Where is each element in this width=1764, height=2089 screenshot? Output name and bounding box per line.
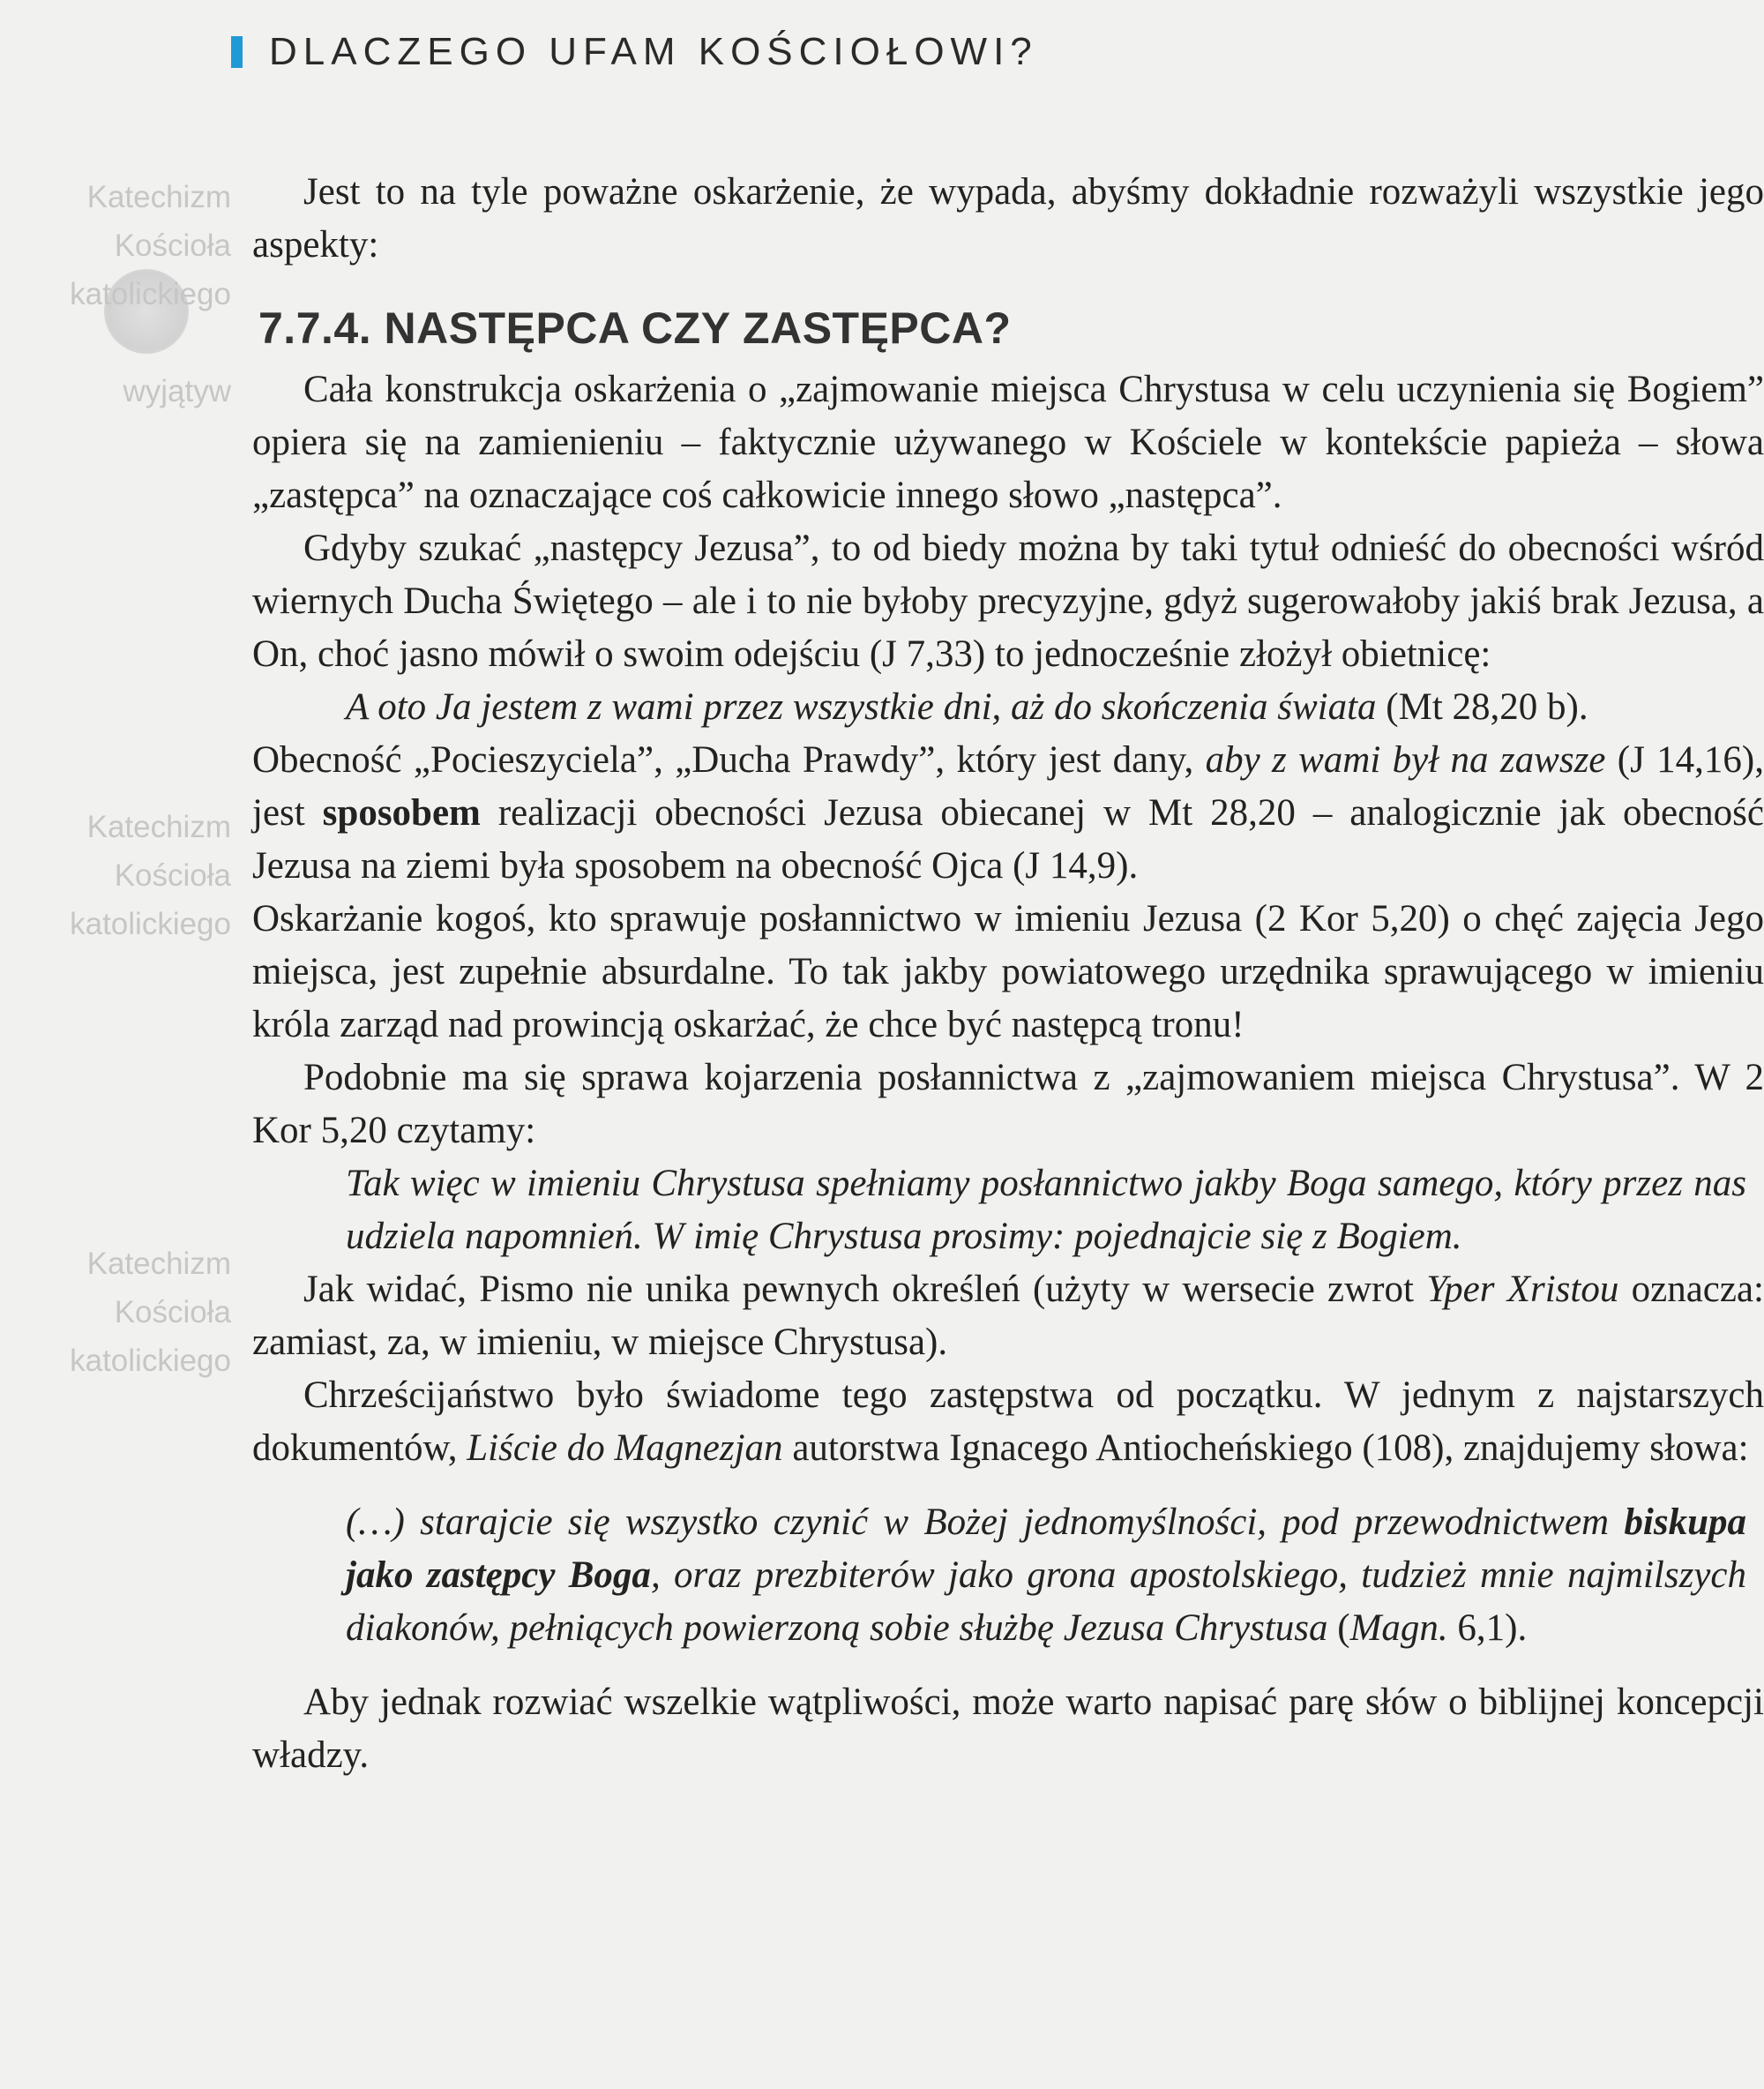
text-run: Jak widać, Pismo nie unika pewnych określeń (użyty w wersecie zwrot	[303, 1269, 1427, 1310]
paragraph	[252, 734, 1764, 893]
text-run: , oraz prezbiterów jako grona apostolskiego, tudzież mnie najmilszych diakonów, pełniących powierzoną sobie służbę Jezusa Chrystusa	[346, 1554, 1746, 1649]
italic-run: Magn.	[1349, 1607, 1448, 1649]
margin-note-line: Kościoła	[114, 858, 231, 893]
text-run: (J 14,16), jest	[252, 739, 1764, 834]
page-body	[252, 166, 1764, 1782]
margin-note-line: Kościoła	[114, 1295, 231, 1329]
bold-run: biskupa jako zastępcy Boga	[346, 1501, 1746, 1596]
italic-run: Liście do Magnezjan	[467, 1427, 783, 1469]
text-run: (	[1327, 1607, 1350, 1649]
header-accent-bar	[231, 36, 243, 68]
margin-note-line: Katechizm	[86, 1247, 231, 1281]
margin-note-line: katolickiego	[70, 907, 231, 941]
margin-note-line: katolickiego	[70, 277, 231, 311]
paragraph: Cała konstrukcja oskarżenia o „zajmowanie miejsca Chrystusa w celu uczynienia się Bogiem” opiera się na zamienieniu – faktycznie używanego w Kościele w kontekście papieża – słowa „zastępca” na oznaczające coś całkowicie innego słowo „następca”.	[252, 369, 1764, 516]
quote-reference: (Mt 28,20 b).	[1376, 686, 1588, 728]
text-run: (…) starajcie się wszystko czynić w Bożej jednomyślności, pod przewodnictwem	[346, 1501, 1625, 1543]
italic-run: aby z wami był na zawsze	[1205, 739, 1606, 781]
chapter-header	[231, 30, 1038, 74]
bold-run: sposobem	[322, 792, 481, 834]
paragraph: Jest to na tyle poważne oskarżenie, że wypada, abyśmy dokładnie rozważyli wszystkie jego aspekty:	[252, 171, 1764, 266]
italic-run: Yper Xristou	[1426, 1269, 1619, 1310]
margin-note-line: Kościoła	[114, 228, 231, 263]
margin-note-line	[18, 318, 231, 367]
paragraph: Podobnie ma się sprawa kojarzenia posłannictwa z „zajmowaniem miejsca Chrystusa”. W 2 Kor 5,20 czytamy:	[252, 1057, 1764, 1151]
ignatius-quote	[252, 1496, 1764, 1655]
margin-note-line: Katechizm	[86, 810, 231, 844]
section-heading: 7.7.4. NASTĘPCA CZY ZASTĘPCA?	[258, 303, 1012, 353]
text-run: Obecność „Pocieszyciela”, „Ducha Prawdy”, który jest dany,	[252, 739, 1206, 781]
margin-note-line: Katechizm	[86, 180, 231, 214]
bible-quote	[252, 681, 1764, 734]
text-run: 6,1).	[1447, 1607, 1528, 1649]
text-run: realizacji obecności Jezusa obiecanej w Mt 28,20 – analogicznie jak obecność Jezusa na ziemi była sposobem na obecność Ojca (J 14,9).	[252, 792, 1764, 887]
margin-note-catechism-3	[18, 1239, 231, 1385]
paragraph	[252, 1369, 1764, 1475]
text-run: autorstwa Ignacego Antiocheńskiego (108), znajdujemy słowa:	[782, 1427, 1749, 1469]
paragraph: Gdyby szukać „następcy Jezusa”, to od biedy można by taki tytuł odnieść do obecności wśród wiernych Ducha Świętego – ale i to nie byłoby precyzyjne, gdyż sugerowałoby jakiś brak Jezusa, a On, choć jasno mówił o swoim odejściu (J 7,33) to jednocześnie złożył obietnicę:	[252, 528, 1764, 675]
margin-note-line: katolickiego	[70, 1344, 231, 1378]
margin-note-catechism-1	[18, 173, 231, 416]
bible-quote: Tak więc w imieniu Chrystusa spełniamy posłannictwo jakby Boga samego, który przez nas udziela napomnień. W imię Chrystusa prosimy: pojednajcie się z Bogiem.	[346, 1163, 1746, 1257]
margin-note-catechism-2	[18, 803, 231, 948]
text-run: oznacza: zamiast, za, w imieniu, w miejsce Chrystusa).	[252, 1269, 1764, 1363]
quote-text: A oto Ja jestem z wami przez wszystkie dni, aż do skończenia świata	[346, 686, 1377, 728]
margin-note-line: wyjątyw	[123, 374, 231, 408]
paragraph: Oskarżanie kogoś, kto sprawuje posłannictwo w imieniu Jezusa (2 Kor 5,20) o chęć zajęcia Jego miejsca, jest zupełnie absurdalne. To tak jakby powiatowego urzędnika sprawującego w imieniu króla zarząd nad prowincją oskarżać, że chce być następcą tronu!	[252, 898, 1764, 1045]
paragraph: Aby jednak rozwiać wszelkie wątpliwości, może warto napisać parę słów o biblijnej koncepcji władzy.	[252, 1681, 1764, 1776]
chapter-title: DLACZEGO UFAM KOŚCIOŁOWI?	[269, 30, 1038, 73]
paragraph	[252, 1263, 1764, 1369]
text-run: Chrześcijaństwo było świadome tego zastępstwa od początku. W jednym z najstarszych dokumentów,	[252, 1374, 1764, 1469]
